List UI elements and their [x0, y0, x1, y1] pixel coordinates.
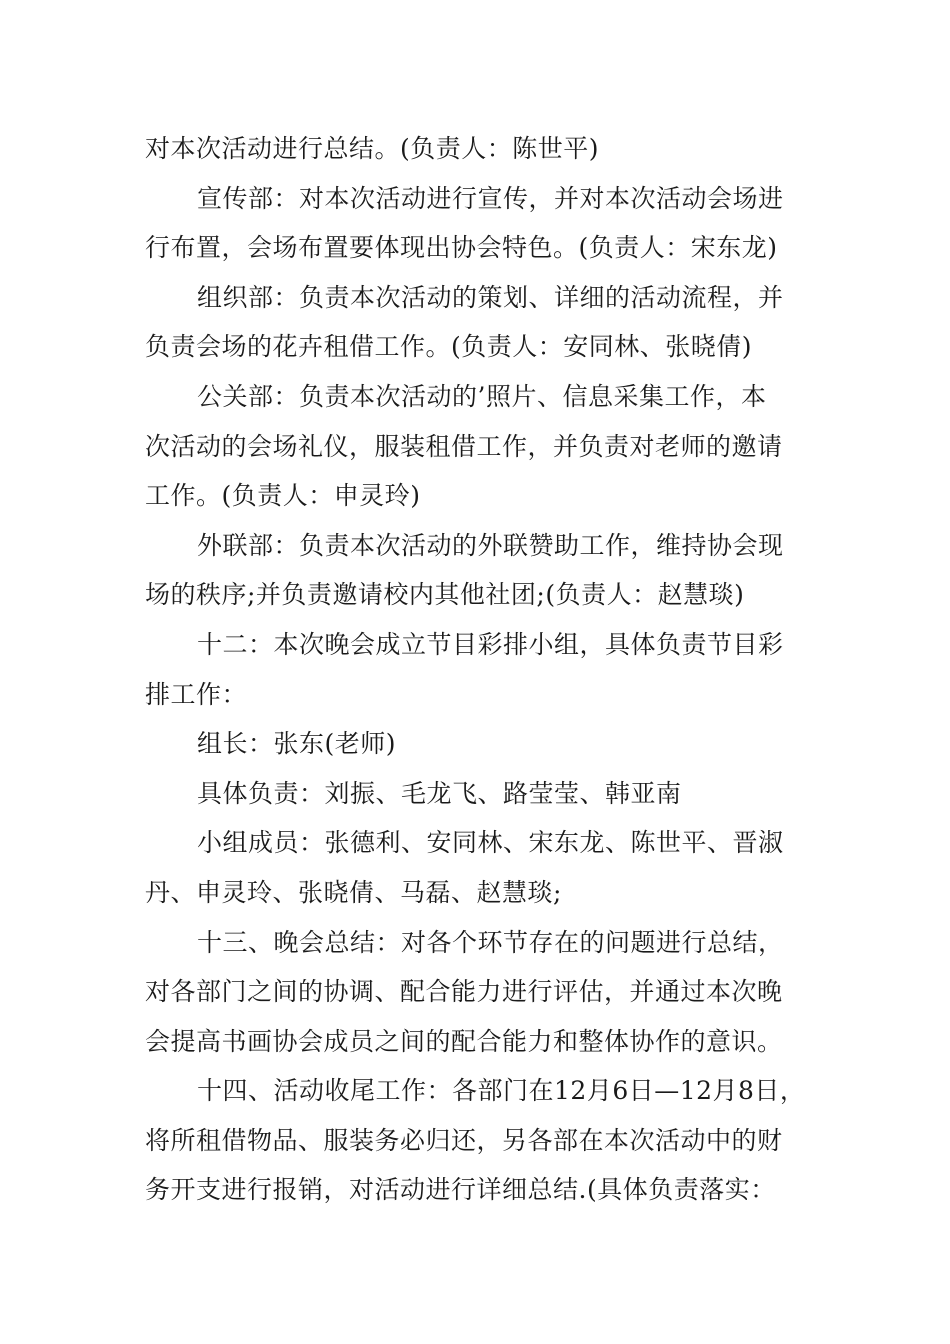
text-line: 将所租借物品、服装务必归还，另各部在本次活动中的财: [145, 1125, 783, 1155]
document-body: [145, 124, 810, 1215]
text-line: 具体负责：刘振、毛龙飞、路莹莹、韩亚南: [197, 778, 682, 808]
text-line: 宣传部：对本次活动进行宣传，并对本次活动会场进: [197, 183, 784, 213]
text-line: 会提高书画协会成员之间的配合能力和整体协作的意识。: [145, 1026, 783, 1056]
text-line: 组织部：负责本次活动的策划、详细的活动流程，并: [197, 282, 784, 312]
text-line: 对各部门之间的协调、配合能力进行评估，并通过本次晚: [145, 977, 783, 1007]
text-line: 公关部：负责本次活动的’照片、信息采集工作，本: [197, 381, 767, 411]
text-line: 外联部：负责本次活动的外联赞助工作，维持协会现: [197, 530, 784, 560]
text-line: 工作。(负责人：申灵玲): [145, 481, 421, 511]
text-line: 小组成员：张德利、安同林、宋东龙、陈世平、晋淑: [197, 828, 784, 858]
text-line: 十四、活动收尾工作：各部门在12月6日—12月8日，: [197, 1076, 806, 1106]
text-line: 组长：张东(老师): [197, 729, 397, 759]
text-line: 排工作：: [145, 679, 248, 709]
text-line: 丹、申灵玲、张晓倩、马磊、赵慧琰;: [145, 877, 562, 907]
text-line: 行布置，会场布置要体现出协会特色。(负责人：宋东龙): [145, 233, 778, 263]
text-line: 十二：本次晚会成立节目彩排小组，具体负责节目彩: [197, 629, 784, 659]
text-line: 对本次活动进行总结。(负责人：陈世平): [145, 134, 600, 163]
text-line: 次活动的会场礼仪，服装租借工作，并负责对老师的邀请: [145, 431, 783, 461]
text-line: 负责会场的花卉租借工作。(负责人：安同林、张晓倩): [145, 332, 753, 362]
text-line: 务开支进行报销，对活动进行详细总结.(具体负责落实：: [145, 1175, 776, 1205]
text-line: 场的秩序;并负责邀请校内其他社团;(负责人：赵慧琰): [145, 580, 745, 610]
text-line: 十三、晚会总结：对各个环节存在的问题进行总结，: [197, 927, 784, 957]
